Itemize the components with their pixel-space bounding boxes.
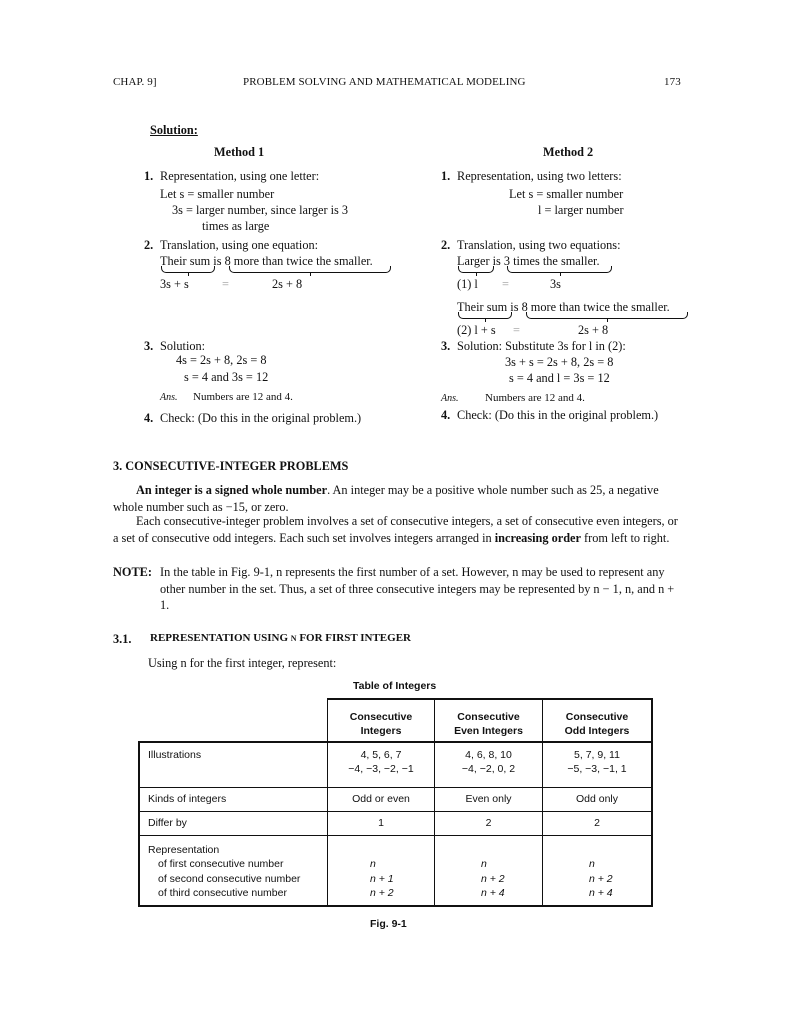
table-cell: n + 2 [589, 873, 613, 885]
table-cell: n [370, 858, 376, 870]
cell-line: 4, 5, 6, 7 [360, 749, 402, 761]
cell-line: −4, −2, 0, 2 [461, 763, 516, 775]
table-title: Table of Integers [353, 680, 437, 692]
brace [229, 266, 391, 273]
step-number: 1. [441, 169, 451, 183]
figure-caption: Fig. 9-1 [370, 918, 407, 930]
step-number: 2. [144, 238, 154, 252]
equation-right: 3s [550, 277, 561, 291]
rep-line: l = larger number [538, 203, 624, 217]
page-number: 173 [664, 76, 681, 88]
step-number: 4. [144, 411, 154, 425]
rep-line: Let s = smaller number [160, 187, 275, 201]
rep-line: times as large [202, 219, 270, 233]
step-number: 1. [144, 169, 154, 183]
subsection-intro: Using n for the first integer, represent: [148, 656, 337, 670]
phrase-part: 8 more than twice the smaller. [224, 254, 373, 268]
table-cell [435, 748, 542, 776]
chapter-label: CHAP. 9] [113, 76, 157, 88]
paragraph-text: from left to right. [580, 530, 670, 545]
column-header-line: Integers [360, 725, 402, 737]
step-text: Solution: [160, 339, 206, 353]
solution-line: s = 4 and 3s = 12 [184, 370, 269, 384]
phrase-part: is [210, 254, 225, 268]
rep-line: Let s = smaller number [509, 187, 624, 201]
note-label: NOTE: [113, 565, 152, 579]
method-2-title: Method 2 [543, 145, 594, 159]
equation-equals: = [222, 277, 229, 291]
row-sublabel: of first consecutive number [158, 858, 284, 870]
solution-line: 4s = 2s + 8, 2s = 8 [176, 353, 267, 367]
table-cell: n + 1 [370, 873, 394, 885]
paragraph-text: Each consecutive-integer problem involves a set of consecutive integers, a set of consecutive even integers, or a set of consecutive odd integers. Each such set involves integers arranged in [113, 514, 678, 545]
answer-text: Numbers are 12 and 4. [485, 392, 585, 404]
cell-line: −5, −3, −1, 1 [567, 763, 627, 775]
phrase-part: is [507, 300, 522, 314]
method-1-title: Method 1 [214, 145, 265, 159]
answer-label: Ans. [160, 392, 178, 403]
table-cell: Odd only [575, 793, 619, 805]
brace [458, 266, 494, 273]
column-header [543, 710, 651, 738]
phrase-part: Larger [457, 254, 490, 268]
table-cell [328, 748, 434, 776]
table-cell: n [481, 858, 487, 870]
rep-line: 3s = larger number, since larger is 3 [172, 203, 349, 217]
step-text: Representation, using two letters: [457, 169, 622, 183]
running-title: PROBLEM SOLVING AND MATHEMATICAL MODELING [243, 76, 526, 88]
phrase-part: 3 times the smaller. [503, 254, 600, 268]
row-label: Illustrations [148, 749, 202, 761]
brace [161, 266, 215, 273]
table-cell: Odd or even [352, 793, 410, 805]
cell-line: 4, 6, 8, 10 [465, 749, 512, 761]
table-cell: n [589, 858, 595, 870]
paragraph-text: . An integer may be a positive whole number such as 25, a negative whole number such as −15, or zero. [113, 483, 659, 514]
equation-equals: = [513, 323, 520, 337]
note-text: In the table in Fig. 9-1, n represents the first number of a set. However, n may be used to represent any other number in the set. Thus, a set of three consecutive integers may be represented by n − 1, n, and n + 1. [160, 565, 675, 612]
step-text: Translation, using one equation: [160, 238, 319, 252]
section-heading: 3. CONSECUTIVE-INTEGER PROBLEMS [113, 459, 349, 473]
paragraph [113, 513, 681, 546]
step-number: 4. [441, 408, 451, 422]
equation-left: (1) l [457, 277, 478, 291]
rule [138, 741, 653, 743]
rule [138, 811, 653, 812]
rule [651, 698, 653, 907]
phrase-part: Their sum [457, 300, 508, 314]
brace [526, 312, 688, 319]
answer-text: Numbers are 12 and 4. [193, 391, 293, 403]
rule [138, 787, 653, 788]
brace [458, 312, 512, 319]
bold-text: increasing order [494, 530, 581, 545]
equation-right: 2s + 8 [578, 323, 609, 337]
equation-left: 3s + s [160, 277, 189, 291]
table-cell: Even only [465, 793, 512, 805]
cell-line: 5, 7, 9, 11 [574, 749, 620, 761]
table-cell: n + 2 [370, 887, 394, 899]
table-cell: 2 [594, 817, 600, 829]
step-text: Translation, using two equations: [457, 238, 621, 252]
solution-label: Solution: [150, 123, 198, 137]
phrase-part: Their sum [160, 254, 211, 268]
column-header [328, 710, 434, 738]
column-header-line: Even Integers [454, 725, 523, 737]
equation-right: 2s + 8 [272, 277, 303, 291]
step-text: Check: (Do this in the original problem.) [457, 408, 659, 422]
paragraph [113, 482, 681, 515]
brace [507, 266, 612, 273]
column-header-line: Odd Integers [564, 725, 630, 737]
row-sublabel: of second consecutive number [158, 873, 301, 885]
step-number: 3. [144, 339, 154, 353]
subsection-heading: REPRESENTATION USING n FOR FIRST INTEGER [150, 632, 411, 644]
subsection-number: 3.1. [113, 632, 132, 646]
row-label: Kinds of integers [148, 793, 227, 805]
equation-equals: = [502, 277, 509, 291]
table-cell: n + 4 [481, 887, 505, 899]
table-cell: n + 2 [481, 873, 505, 885]
table-cell: 1 [378, 817, 384, 829]
row-label: Differ by [148, 817, 187, 829]
step-number: 3. [441, 339, 451, 353]
phrase-part: is [489, 254, 504, 268]
column-header-line: Consecutive [349, 711, 413, 723]
rule [138, 835, 653, 836]
phrase-part: 8 more than twice the smaller. [521, 300, 670, 314]
table-cell: n + 4 [589, 887, 613, 899]
step-text: Solution: Substitute 3s for l in (2): [457, 339, 626, 353]
table-cell: 2 [485, 817, 492, 829]
answer-label: Ans. [441, 393, 459, 404]
rule [138, 741, 140, 907]
equation-left: (2) l + s [457, 323, 496, 337]
column-header-line: Consecutive [565, 711, 629, 723]
step-number: 2. [441, 238, 451, 252]
row-sublabel: of third consecutive number [158, 887, 287, 899]
row-label: Representation [148, 844, 220, 856]
bold-text: An integer is a signed whole number [136, 483, 328, 497]
table-cell [543, 748, 651, 776]
solution-line: s = 4 and l = 3s = 12 [509, 371, 610, 385]
solution-line: 3s + s = 2s + 8, 2s = 8 [505, 355, 614, 369]
column-header [435, 710, 542, 738]
integers-table [138, 698, 653, 907]
rule [327, 698, 653, 700]
cell-line: −4, −3, −2, −1 [348, 763, 414, 775]
step-text: Representation, using one letter: [160, 169, 320, 183]
rule [138, 905, 653, 907]
step-text: Check: (Do this in the original problem.) [160, 411, 362, 425]
column-header-line: Consecutive [457, 711, 520, 723]
